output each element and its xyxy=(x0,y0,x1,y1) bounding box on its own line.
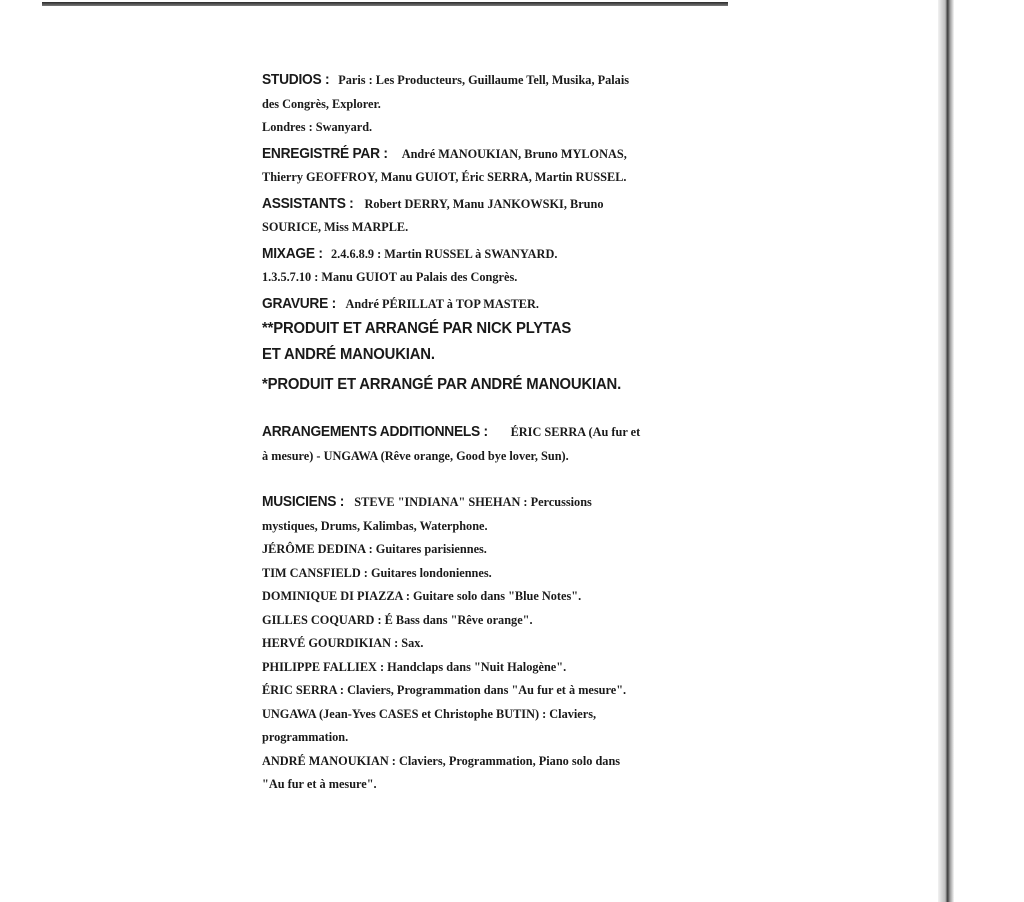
enregistre-label: ENREGISTRÉ PAR : xyxy=(262,144,388,162)
mixage-text: 2.4.6.8.9 : Martin RUSSEL à SWANYARD. xyxy=(331,246,558,261)
musiciens-list-line: ÉRIC SERRA : Claviers, Programmation dans "Au fur et à mesure". xyxy=(262,683,627,697)
arrangements-label: ARRANGEMENTS ADDITIONNELS : xyxy=(262,423,488,440)
top-edge-rule xyxy=(42,2,728,6)
musiciens-list-line: TIM CANSFIELD : Guitares londoniennes. xyxy=(262,565,492,580)
musiciens-list-line: HERVÉ GOURDIKIAN : Sax. xyxy=(262,636,424,650)
assistants-line-2: SOURICE, Miss MARPLE. xyxy=(262,220,409,234)
assistants-line-1 xyxy=(262,192,732,217)
musiciens-list-line: GILLES COQUARD : É Bass dans "Rêve orange". xyxy=(262,612,533,627)
musiciens-list-line: programmation. xyxy=(262,730,349,744)
assistants-label: ASSISTANTS : xyxy=(262,194,354,212)
spacer xyxy=(262,468,732,490)
studios-line-3: Londres : Swanyard. xyxy=(262,120,373,134)
studios-label: STUDIOS : xyxy=(262,71,330,88)
mixage-label: MIXAGE : xyxy=(262,244,323,262)
musiciens-text: STEVE "INDIANA" SHEHAN : Percussions xyxy=(354,495,592,509)
page-margin-right xyxy=(954,0,1024,902)
gravure-label: GRAVURE : xyxy=(262,294,336,312)
musiciens-list-line: DOMINIQUE DI PIAZZA : Guitare solo dans "Blue Notes". xyxy=(262,589,582,603)
musiciens-list-line: UNGAWA (Jean-Yves CASES et Christophe BUTIN) : Claviers, xyxy=(262,706,597,721)
mixage-line-1 xyxy=(262,242,732,267)
credits-text-block xyxy=(262,68,732,797)
studios-line-1 xyxy=(262,68,732,93)
enregistre-line-2: Thierry GEOFFROY, Manu GUIOT, Éric SERRA, Martin RUSSEL. xyxy=(262,170,627,184)
page-spine-shadow xyxy=(938,0,954,902)
enregistre-text: André MANOUKIAN, Bruno MYLONAS, xyxy=(401,146,627,161)
studios-text: Paris : Les Producteurs, Guillaume Tell, Musika, Palais xyxy=(338,73,630,87)
mixage-line-2: 1.3.5.7.10 : Manu GUIOT au Palais des Congrès. xyxy=(262,270,518,284)
arrangements-text: ÉRIC SERRA (Au fur et xyxy=(510,425,641,439)
produit-line-2: ET ANDRÉ MANOUKIAN. xyxy=(262,346,435,363)
arrangements-line-2: à mesure) - UNGAWA (Rêve orange, Good bye lover, Sun). xyxy=(262,448,569,463)
gravure-text: André PÉRILLAT à TOP MASTER. xyxy=(345,296,539,311)
arrangements-line-1 xyxy=(262,420,732,445)
musiciens-line-1 xyxy=(262,490,732,515)
musiciens-list-line: "Au fur et à mesure". xyxy=(262,777,377,791)
musiciens-list-line: ANDRÉ MANOUKIAN : Claviers, Programmation, Piano solo dans xyxy=(262,753,621,768)
produit-line-3: *PRODUIT ET ARRANGÉ PAR ANDRÉ MANOUKIAN. xyxy=(262,376,622,393)
produit-line-1: **PRODUIT ET ARRANGÉ PAR NICK PLYTAS xyxy=(262,320,572,337)
musiciens-list-line: mystiques, Drums, Kalimbas, Waterphone. xyxy=(262,518,488,533)
musiciens-list-line: JÉRÔME DEDINA : Guitares parisiennes. xyxy=(262,542,487,556)
gravure-line-1 xyxy=(262,292,732,317)
studios-line-2: des Congrès, Explorer. xyxy=(262,96,381,111)
spacer xyxy=(262,398,732,420)
assistants-text: Robert DERRY, Manu JANKOWSKI, Bruno xyxy=(364,196,604,211)
enregistre-line-1 xyxy=(262,142,732,167)
musiciens-label: MUSICIENS : xyxy=(262,493,345,510)
musiciens-list-line: PHILIPPE FALLIEX : Handclaps dans "Nuit Halogène". xyxy=(262,659,567,674)
